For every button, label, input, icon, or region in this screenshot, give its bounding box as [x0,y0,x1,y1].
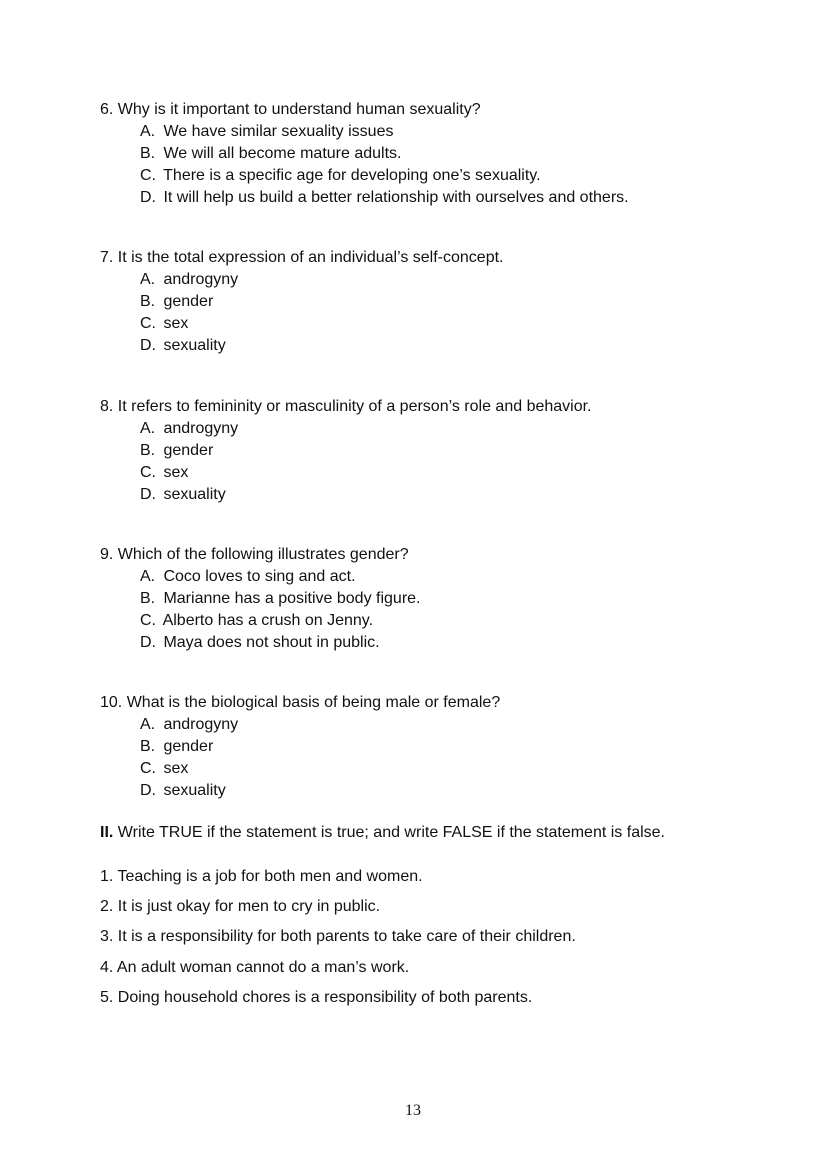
question-stem: 9. Which of the following illustrates gender? [100,546,409,563]
answer-option [100,335,760,357]
option-text: Maya does not shout in public. [163,634,380,651]
statement-item: 3. It is a responsibility for both parents to take care of their children. [100,928,576,946]
option-letter: A. [140,420,156,437]
statement-item: 4. An adult woman cannot do a man’s work. [100,958,410,976]
option-letter: D. [140,634,156,651]
option-letter: C. [140,464,156,481]
question-stem: 7. It is the total expression of an individual’s self-concept. [100,249,504,266]
option-text: androgyny [163,716,239,733]
option-text: gender [163,442,214,459]
answer-option [100,484,760,506]
option-letter: B. [140,293,156,310]
question-stem: 10. What is the biological basis of being male or female? [100,694,501,711]
answer-option [100,632,760,654]
option-letter: C. [140,760,156,777]
answer-option [100,121,760,143]
answer-option [100,462,760,484]
option-text: sexuality [163,337,226,354]
question-10 [100,692,760,802]
option-text: Coco loves to sing and act. [163,568,356,585]
answer-option [100,269,760,291]
option-text: We have similar sexuality issues [163,123,394,140]
option-text: It will help us build a better relationship with ourselves and others. [163,189,629,206]
question-6 [100,99,760,209]
answer-option [100,758,760,780]
question-stem: 8. It refers to femininity or masculinity of a person’s role and behavior. [100,398,592,415]
answer-option [100,714,760,736]
answer-option [100,418,760,440]
option-text: There is a specific age for developing one’s sexuality. [163,167,541,184]
answer-option [100,566,760,588]
answer-option [100,291,760,313]
option-letter: A. [140,271,156,288]
section-instruction-text: Write TRUE if the statement is true; and write FALSE if the statement is false. [117,824,665,841]
section-2-instruction [100,822,665,844]
option-text: sexuality [163,782,226,799]
question-7 [100,247,760,357]
option-letter: D. [140,782,156,799]
option-letter: B. [140,145,156,162]
section-number: II. [100,824,114,841]
option-letter: B. [140,738,156,755]
option-letter: C. [140,612,156,629]
option-letter: A. [140,568,156,585]
statement-item: 2. It is just okay for men to cry in public. [100,898,381,916]
option-letter: C. [140,315,156,332]
question-9 [100,544,760,654]
option-letter: B. [140,590,156,607]
option-text: sex [163,315,189,332]
answer-option [100,588,760,610]
answer-option [100,610,760,632]
option-text: gender [163,738,214,755]
option-letter: C. [140,167,156,184]
answer-option [100,143,760,165]
answer-option [100,440,760,462]
answer-option [100,780,760,802]
option-text: Alberto has a crush on Jenny. [162,612,374,629]
option-letter: D. [140,486,156,503]
option-text: androgyny [163,420,239,437]
option-text: sex [163,760,189,777]
question-8 [100,396,760,506]
option-text: We will all become mature adults. [163,145,402,162]
option-letter: D. [140,337,156,354]
answer-option [100,736,760,758]
statement-item: 1. Teaching is a job for both men and women. [100,868,423,885]
question-stem: 6. Why is it important to understand human sexuality? [100,101,481,118]
answer-option [100,187,760,209]
option-letter: B. [140,442,156,459]
option-letter: A. [140,716,156,733]
option-letter: D. [140,189,156,206]
option-text: sexuality [163,486,226,503]
option-text: gender [163,293,214,310]
answer-option [100,165,760,187]
statement-item: 5. Doing household chores is a responsibility of both parents. [100,988,533,1006]
statement-list [100,866,760,1017]
page-number: 13 [405,1102,421,1119]
option-letter: A. [140,123,156,140]
option-text: androgyny [163,271,239,288]
answer-option [100,313,760,335]
option-text: Marianne has a positive body figure. [163,590,421,607]
option-text: sex [163,464,189,481]
